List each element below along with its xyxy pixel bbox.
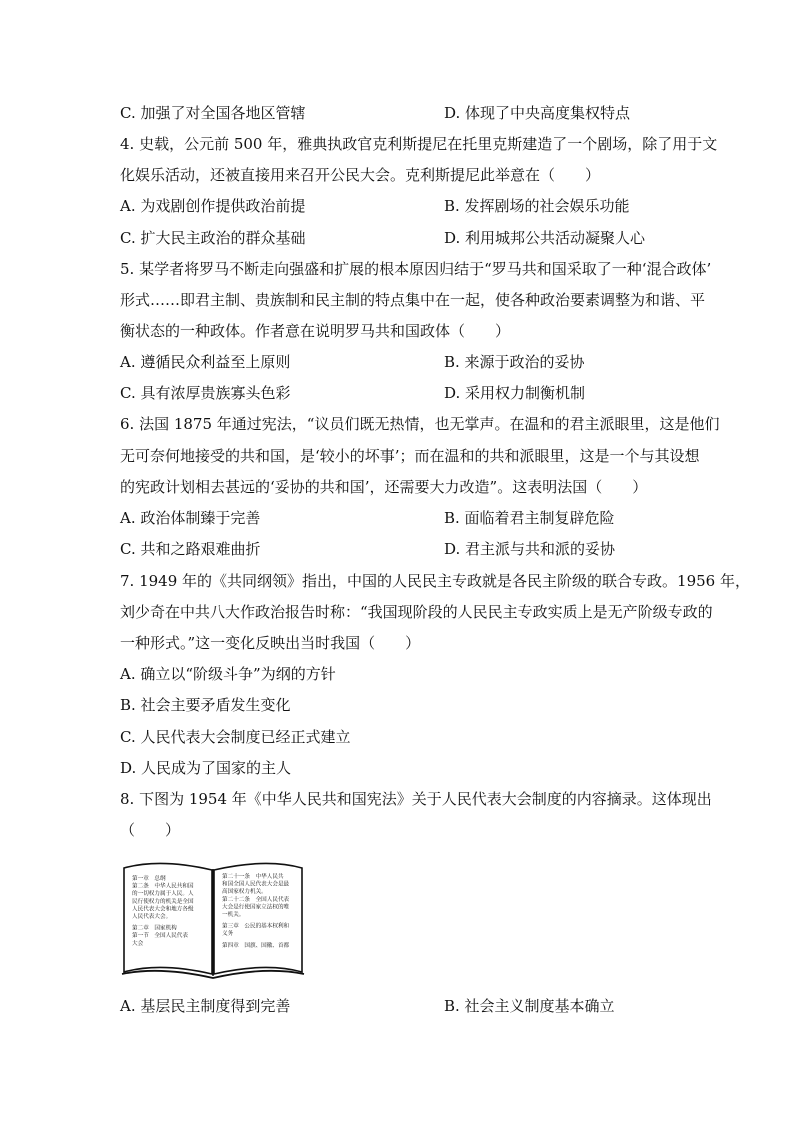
book-right-page-text-line: 第四章 国旗、国徽、首都: [222, 942, 290, 949]
q4-option-a: A. 为戏剧创作提供政治前提: [120, 197, 306, 215]
q4-option-b: B. 发挥剧场的社会娱乐功能: [444, 197, 630, 215]
q5-stem-line-3: 衡状态的一种政体。作者意在说明罗马共和国政体（ ）: [120, 322, 511, 340]
q7-stem-line-2: 刘少奇在中共八大作政治报告时称：“我国现阶段的人民民主专政实质上是无产阶级专政的: [120, 603, 713, 621]
q6-option-d: D. 君主派与共和派的妥协: [444, 540, 616, 558]
q5-option-b: B. 来源于政治的妥协: [444, 353, 585, 371]
q6-option-c: C. 共和之路艰难曲折: [120, 540, 261, 558]
q4-option-c: C. 扩大民主政治的群众基础: [120, 229, 306, 247]
book-right-page-text-line: 第二十一条 中华人民共: [222, 874, 284, 880]
book-right-page-text-line: 和国全国人民代表大会是最: [222, 881, 290, 888]
book-right-page-text-line: 义务: [222, 931, 234, 938]
q6-stem-line-3: 的宪政计划相去甚远的‘妥协的共和国’，还需要大力改造”。这表明法国（ ）: [120, 478, 648, 496]
book-left-page-text-line: 大会: [132, 940, 144, 947]
book-left-page-text-line: 人民代表大会和地方各级: [132, 906, 194, 913]
q6-stem-line-1: 6. 法国 1875 年通过宪法，“议员们既无热情，也无掌声。在温和的君主派眼里，这是他们: [120, 415, 720, 433]
book-left-page-text-line: 的一切权力属于人民。人: [132, 891, 194, 898]
q3-option-d: D. 体现了中央高度集权特点: [444, 104, 631, 122]
book-right-page-text-line: 一机关。: [222, 912, 245, 918]
book-left-page-text-line: 第二章 国家机构: [132, 925, 177, 932]
q4-option-d: D. 利用城邦公共活动凝聚人心: [444, 229, 646, 247]
book-left-page-text-line: 第一节 全国人民代表: [132, 933, 188, 940]
q5-stem-line-2: 形式……即君主制、贵族制和民主制的特点集中在一起，使各种政治要素调整为和谐、平: [120, 291, 706, 309]
book-right-page-text-line: 第三章 公民的基本权利和: [222, 923, 290, 930]
book-left-page-text-line: 第二条 中华人民共和国: [132, 883, 194, 890]
q6-option-b: B. 面临着君主制复辟危险: [444, 509, 615, 527]
q4-stem-line-2: 化娱乐活动，还被直接用来召开公民大会。克利斯提尼此举意在（ ）: [120, 166, 601, 184]
constitution-book-figure: [120, 856, 306, 982]
q7-option-a: A. 确立以“阶级斗争”为纲的方针: [120, 665, 336, 683]
q8-option-a: A. 基层民主制度得到完善: [120, 997, 291, 1015]
q8-stem-line-2: （ ）: [120, 821, 181, 839]
book-left-page-text-line: 第一章 总纲: [132, 876, 166, 882]
book-right-page: [214, 863, 302, 974]
q7-stem-line-1: 7. 1949 年的《共同纲领》指出，中国的人民民主专政就是各民主阶级的联合专政。1956 年，: [120, 572, 750, 590]
q7-stem-line-3: 一种形式。”这一变化反映出当时我国（ ）: [120, 634, 421, 652]
book-left-page-text-line: 人民代表大会。: [132, 914, 172, 920]
q4-stem-line-1: 4. 史载，公元前 500 年，雅典执政官克利斯提尼在托里克斯建造了一个剧场，除了用于文: [120, 135, 718, 153]
book-right-page-text-line: 高国家权力机关。: [222, 889, 267, 896]
q5-option-c: C. 具有浓厚贵族寡头色彩: [120, 384, 291, 402]
q6-option-a: A. 政治体制臻于完善: [120, 509, 261, 527]
q3-option-c: C. 加强了对全国各地区管辖: [120, 104, 306, 122]
q8-option-b: B. 社会主义制度基本确立: [444, 997, 615, 1015]
q8-stem-line-1: 8. 下图为 1954 年《中华人民共和国宪法》关于人民代表大会制度的内容摘录。这体现出: [120, 790, 712, 808]
book-right-page-text-line: 大会是行使国家立法权的唯: [222, 904, 290, 911]
q7-option-d: D. 人民成为了国家的主人: [120, 759, 292, 777]
q7-option-c: C. 人民代表大会制度已经正式建立: [120, 728, 351, 746]
book-right-page-text-line: 第二十二条 全国人民代表: [222, 896, 290, 903]
open-book-illustration: [120, 856, 306, 982]
q5-option-d: D. 采用权力制衡机制: [444, 384, 586, 402]
book-left-page-text-line: 民行使权力的机关是全国: [132, 898, 194, 905]
q5-option-a: A. 遵循民众利益至上原则: [120, 353, 291, 371]
q7-option-b: B. 社会主要矛盾发生变化: [120, 696, 291, 714]
q5-stem-line-1: 5. 某学者将罗马不断走向强盛和扩展的根本原因归结于“罗马共和国采取了一种‘混合政体’: [120, 260, 712, 278]
q6-stem-line-2: 无可奈何地接受的共和国，是‘较小的坏事’；而在温和的共和派眼里，这是一个与其设想: [120, 447, 700, 465]
